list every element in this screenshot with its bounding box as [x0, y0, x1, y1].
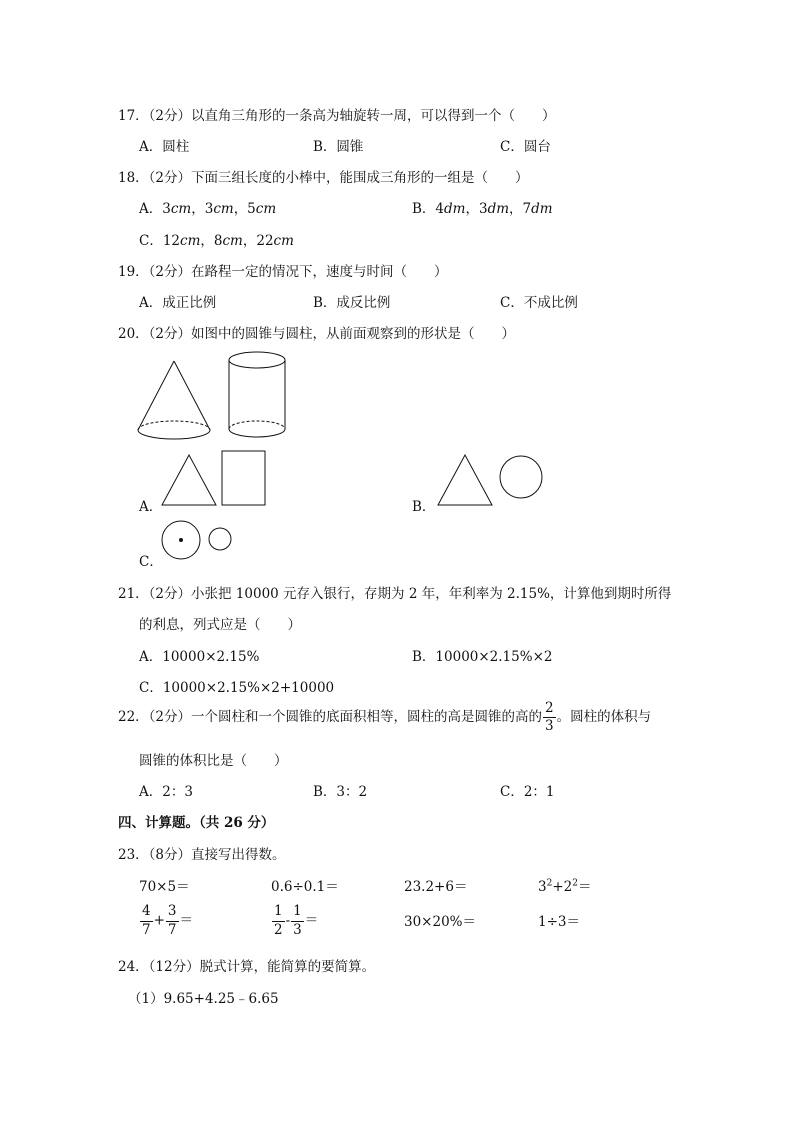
q24-item-1: （1）9.65+4.25﹣6.65 [128, 991, 279, 1007]
q17-stem: 17．（2分）以直角三角形的一条高为轴旋转一周，可以得到一个（ ） [118, 108, 556, 124]
q18-option-a: A．3cm，3cm，5cm [139, 201, 277, 217]
q23-item-r2c3: 30×20%＝ [404, 914, 476, 930]
option-a-rectangle [222, 451, 265, 505]
q22-stem-line1: 22．（2分）一个圆柱和一个圆锥的底面积相等，圆柱的高是圆锥的高的 $\frac{2}{3}$ 。圆柱的体积与 [118, 699, 652, 734]
cone-figure [138, 361, 210, 439]
q21-option-b: B．10000×2.15%×2 [412, 649, 553, 665]
option-a-triangle [162, 455, 216, 505]
q23-item-r1c4: $3^2+2^2=$ [538, 878, 592, 895]
q23-item-r1c2: 0.6÷0.1＝ [271, 879, 339, 895]
q22-option-c: C．2：1 [500, 784, 555, 800]
q17-option-c: C．圆台 [500, 139, 551, 155]
q23-stem: 23．（8分）直接写出得数。 [118, 847, 286, 863]
q23-item-r1c1: 70×5＝ [139, 879, 190, 895]
option-b-triangle [438, 455, 492, 505]
q20-option-a-label: A． [139, 499, 163, 515]
q17-option-a: A．圆柱 [139, 139, 190, 155]
q19-option-a: A．成正比例 [139, 295, 217, 311]
q19-option-c: C．不成比例 [500, 295, 578, 311]
q22-option-a: A．2：3 [139, 784, 193, 800]
q23-item-r2c1: $\frac{4}{7}$ + $\frac{3}{7}$ ＝ [142, 903, 193, 938]
option-c-center-dot [179, 538, 183, 542]
q20-option-b-label: B． [412, 499, 436, 515]
q21-option-a: A．10000×2.15% [139, 649, 260, 665]
option-c-small-circle [209, 528, 231, 550]
q22-option-b: B．3：2 [313, 784, 368, 800]
q21-stem-line1: 21．（2分）小张把 10000 元存入银行，存期为 2 年，年利率为 2.15%，计算他到期时所得 [118, 586, 672, 602]
q23-item-r1c3: 23.2+6＝ [404, 879, 468, 895]
q20-stem: 20．（2分）如图中的圆锥与圆柱，从前面观察到的形状是（ ） [118, 326, 516, 342]
section-4-title: 四、计算题。（共 26 分） [118, 815, 275, 831]
q21-stem-line2: 的利息，列式应是（ ） [139, 617, 301, 633]
q18-stem: 18．（2分）下面三组长度的小棒中，能围成三角形的一组是（ ） [118, 170, 529, 186]
q22-stem-line2: 圆锥的体积比是（ ） [139, 753, 288, 769]
q22-fraction: $\frac{2}{3}$ [545, 699, 554, 734]
q17-option-b: B．圆锥 [313, 139, 364, 155]
option-b-circle [500, 456, 542, 498]
q20-option-c-label: C． [139, 554, 163, 570]
q18-option-c: C．12cm，8cm，22cm [139, 233, 294, 249]
cylinder-figure [229, 352, 285, 437]
q23-item-r2c2: $\frac{1}{2}$ - $\frac{1}{3}$ ＝ [274, 903, 319, 938]
q21-option-c: C．10000×2.15%×2+10000 [139, 680, 335, 696]
q24-stem: 24．（12分）脱式计算，能简算的要简算。 [118, 959, 376, 975]
q23-item-r2c4: 1÷3＝ [538, 914, 580, 930]
q18-option-b: B．4dm，3dm，7dm [412, 201, 553, 217]
q19-stem: 19．（2分）在路程一定的情况下，速度与时间（ ） [118, 264, 448, 280]
q19-option-b: B．成反比例 [313, 295, 391, 311]
